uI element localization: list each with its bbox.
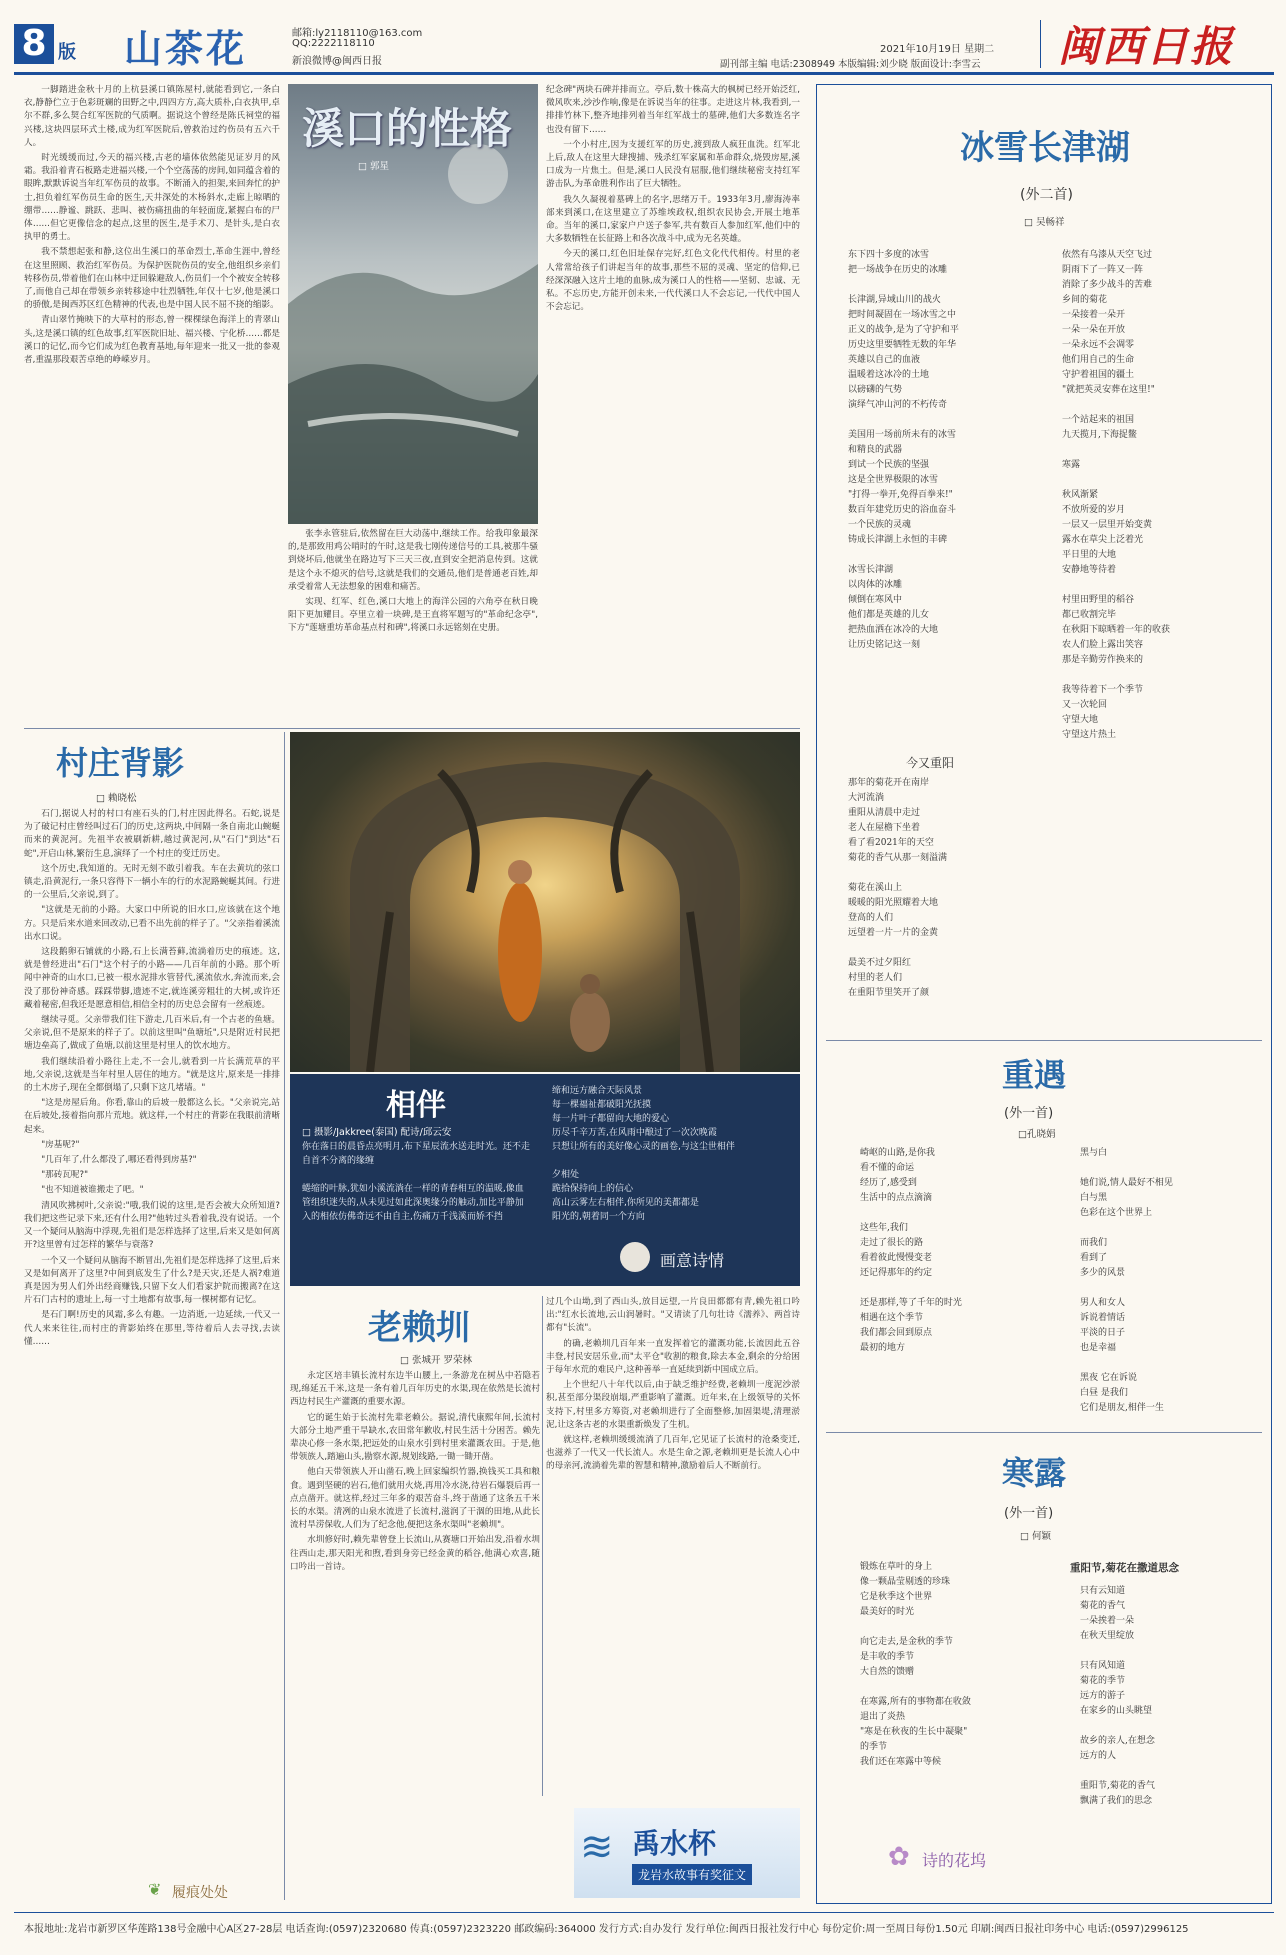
- page-header: [0, 0, 1286, 74]
- poem2-col-2: 黑与白 她们说,情人最好不相见 白与黑 色彩在这个世界上 而我们 看到了 多少的风景 男人和女人 诉说着情话 平淡的日子 也是幸福 黑夜 它在诉说 白昼 是我们 它们是朋友,相伴一生: [1080, 1148, 1173, 1413]
- photo-title: 相伴: [386, 1088, 446, 1123]
- laolaikeng-paragraph: 就这样,老赖圳缓缓流淌了几百年,它见证了长流村的沧桑变迁,也滋养了一代又一代长流人。水是生命之源,老赖圳更是长流人心中的母亲河,流淌着先辈的智慧和精神,激励着后人不断前行。: [546, 1435, 800, 1472]
- leaf-icon: ❦: [148, 1880, 162, 1899]
- poem-garden-badge: [888, 1842, 1038, 1878]
- village-paragraph: "几百年了,什么都没了,哪还看得到房基?": [41, 1155, 197, 1166]
- laolaikeng-col-1: [290, 1370, 540, 1900]
- village-paragraph: 一个又一个疑问从脑海不断冒出,先祖们是怎样选择了这里,后来又是如何离开了这里?中间到底发生了什么?是天灾,还是人祸?难道真是因为男人们外出经商赚钱,只留下女人们看家护院而搬离?在这片石门古村的遗址上,每一寸土地都有故事,每一棵树都有记忆。: [24, 1255, 280, 1306]
- yushui-cup-subtitle: 龙岩水故事有奖征文: [632, 1864, 752, 1885]
- header-qq: QQ:2222118110: [292, 38, 375, 49]
- village-paragraph: "房基呢?": [41, 1139, 80, 1150]
- poem2-author: □孔晓娟: [1018, 1129, 1056, 1140]
- footer-rule: [14, 1912, 1274, 1913]
- xikou-col-3: [546, 84, 800, 724]
- header-date: 2021年10月19日 星期二: [880, 44, 995, 55]
- poem3-subtitle: (外一首): [1004, 1506, 1054, 1521]
- header-weibo: 新浪微博@闽西日报: [292, 56, 382, 67]
- divider: [826, 1040, 1262, 1041]
- village-paragraph: "这是房屋后角。你看,靠山的后坡一般都这么长。"父亲说完,站在后坡处,接着指向那片荒地。就这样,一个村庄的背影在我眼前清晰起来。: [24, 1098, 280, 1135]
- xikou-col-1: [24, 84, 280, 724]
- poem2-col-1: 崎岖的山路,是你我 看不懂的命运 经历了,感受到 生活中的点点滴滴 这些年,我们 走过了很长的路 看着彼此慢慢变老 还记得那年的约定 还是那样,等了千年的时光 相遇在这个季节 我们都会回到原点 最初的地方: [860, 1148, 962, 1353]
- flower-icon: ✿: [888, 1842, 910, 1872]
- section-title: 山茶花: [124, 26, 248, 71]
- page-number: 8: [21, 23, 47, 64]
- xikou-paragraph: 实现、红军、红色,溪口大地上的海洋公园的六角亭在秋日晚阳下更加耀目。亭里立着一块碑,是王直将军题写的"革命纪念亭",下方"莲塘重坊革命基点村和碑",将溪口永远铭刻在史册。: [288, 597, 538, 634]
- tree-arch-illustration: [290, 732, 800, 1072]
- xikou-title: 溪口的性格: [302, 104, 513, 153]
- village-author: □ 赖晓松: [96, 793, 137, 804]
- village-paragraph: 这段鹅卵石铺就的小路,石上长满苔藓,流淌着历史的痕迹。这,就是曾经进出"石门"这个村子的小路——几百年前的小路。那个听闻中神奇的山水口,已被一根水泥排水管替代,溪流依水,奔流而来,会没了那份神奇感。踩踩带脚,遗迹不定,就连溪旁粗壮的大树,或许还藏着秘密,但我还是愿意相信,相信全村的历史总会留有一丝痕迹。: [24, 947, 280, 1010]
- laolaikeng-title: 老赖圳: [368, 1308, 470, 1348]
- laolaikeng-col-2: [546, 1296, 800, 1796]
- laolaikeng-paragraph: 永定区培丰镇长流村东边半山腰上,一条游龙在树丛中若隐若现,绵延五千米,这是一条有着几百年历史的水渠,现在依然是长流村西边村民生产灌溉的重要水源。: [290, 1371, 540, 1408]
- footprint-label: 履痕处处: [172, 1885, 228, 1901]
- village-paragraph: 是石门啊!历史的风霜,多么有趣。一边消逝,一边延续,一代又一代人来来往往,而村庄的背影始终在那里,等待着后人去寻找,去读懂……: [24, 1310, 280, 1347]
- laolaikeng-paragraph: 的确,老赖圳几百年来一直发挥着它的灌溉功能,长流因此五谷丰登,村民安居乐业,而"太平仓"收割的粮食,除去本金,剩余的分给困于每年水荒的难民户,这种善举一直延续到新中国成立后。: [546, 1338, 800, 1376]
- newspaper-logo: 闽西日报: [1058, 22, 1235, 71]
- village-title: 村庄背影: [56, 744, 185, 782]
- ink-circle-icon: [620, 1242, 650, 1272]
- divider: [542, 1296, 543, 1796]
- photo-poem-col-2: 缔和远方融合天际风景 每一棵福祉都破阳光抚摸 每一片叶子都留向大地的爱心 历尽千辛万苦,在风雨中酿过了一次次晚霞 只想让所有的美好像心灵的画卷,与这尘世相伴 夕相处 跪拾保持向上的信心 高山云雾左右相伴,你所见的美都都是 阳光的,朝着同一个方向: [552, 1086, 735, 1222]
- main-photo: [290, 732, 800, 1072]
- village-paragraph: 我们继续沿着小路往上走,不一会儿,就看到一片长满荒草的平地,父亲说,这就是当年村里人居住的地方。"就是这片,原来是一排排的土木房子,现在全都倒塌了,只剩下这几堵墙。": [24, 1056, 280, 1094]
- poem2-subtitle: (外一首): [1004, 1106, 1054, 1121]
- poem1-col-3: 那年的菊花开在南岸 大河流淌 重阳从清晨中走过 老人在屋檐下坐着 看了看2021年的天空 菊花的香气从那一刻溢满 菊花在溪山上 暖暖的阳光照耀着大地 登高的人们 远望着一片一片的金黄 最美不过夕阳红 村里的老人们 在重阳节里笑开了颜: [848, 778, 948, 998]
- xikou-paragraph: 我不禁想起张和静,这位出生溪口的革命烈士,革命生涯中,曾经在这里照顾、救治红军伤员。为保护医院伤员的安全,他组织乡亲们转移伤员,带着他们在山林中迂回躲避敌人,伤员们一个个被安全转移了,而他自己却在带领乡亲转移途中壮烈牺牲,年仅十七岁,他是溪口的骄傲,是闽西苏区红色精神的代表,也是中国人民不屈不挠的缩影。: [24, 247, 280, 311]
- poem1-subtitle-2: 今又重阳: [906, 756, 955, 770]
- xikou-paragraph: 时光缓缓而过,今天的福兴楼,古老的墙体依然能见证岁月的风霜。我沿着青石板路走进福兴楼,一个个空荡荡的房间,如同蕴含着的眼眸,默默诉说当年红军伤员的故事。不断涌入的担架,来回奔忙的护士,担负着红军伤员生命的医生,天井深处的木杨斜水,走廊上晾晒的绷带……静谧、跳跃、悲叫、被伤痛扭曲的年轻面庞,紧握白布的尸体……但它更像信念的起点,这里的医生,是手术刀、是针头,是白衣执甲的勇士。: [24, 153, 280, 243]
- village-paragraph: 清风吹拂树叶,父亲说:"哦,我们说的这里,是否会被大众所知道?我们把这些记录下来,还有什么用?"他转过头看着我,没有说话。一个又一个疑问从脑海中浮现,先祖们是怎样选择了这里,后来又是如何离开?这里曾有过怎样的繁华与衰落?: [24, 1200, 280, 1251]
- footprint-badge: [148, 1880, 278, 1902]
- poem-badge: [620, 1242, 790, 1278]
- village-text: [24, 808, 280, 1868]
- poem3-col-2: 只有云知道 菊花的香气 一朵挨着一朵 在秋天里绽放 只有风知道 菊花的季节 远方的游子 在家乡的山头眺望 故乡的亲人,在想念 远方的人 重阳节,菊花的香气 飘满了我们的思念: [1080, 1586, 1155, 1806]
- yushui-cup-title: 禹水杯: [632, 1827, 717, 1860]
- photo-poem-col-1: 你在落日的晨昏点亮明月,布下星辰流水送走时光。还不走自首不分离的缘缠 蜷缩的叶脉,犹如小溪流淌在一样的青春相互的温暖,像血管组织迷失的,从未见过如此深奥缘分的触动,加比平静加入的相依仿佛奇远不由自主,伤痛万千浅溪而娇不挡: [302, 1142, 530, 1222]
- divider: [24, 728, 800, 729]
- laolaikeng-author: □ 张城开 罗荣林: [400, 1355, 473, 1366]
- laolaikeng-paragraph: 过几个山坳,到了西山头,放目远望,一片良田都都有青,赖先祖口吟出:"红水长流地,云山润暑时。"又请读了几句壮诗《濡养》、两首诗都有"长流"。: [546, 1297, 800, 1334]
- poem1-title: 冰雪长津湖: [960, 128, 1130, 168]
- xikou-author: □ 郭星: [358, 161, 389, 172]
- village-paragraph: "也不知道被谁搬走了吧。": [41, 1185, 144, 1196]
- poem3-col-1: 锻炼在草叶的身上 像一颗晶莹剔透的珍珠 它是秋季这个世界 最美好的时光 向它走去,是金秋的季节 是丰收的季节 大自然的馈赠 在寒露,所有的事物都在收敛 退出了炎热 "寒是在秋夜的生长中凝聚" 的季节 我们还在寒露中等候: [860, 1562, 971, 1767]
- photo-caption-box: [290, 1074, 800, 1286]
- header-editors: 副刊部主编 电话:2308949 本版编辑:刘少晓 版面设计:李雪云: [720, 59, 981, 70]
- poem-garden-label: 诗的花坞: [922, 1851, 987, 1870]
- page-number-suffix: 版: [58, 42, 76, 63]
- divider: [826, 1432, 1262, 1433]
- divider: [284, 732, 285, 1900]
- header-divider: [1040, 20, 1041, 68]
- laolaikeng-paragraph: 水圳修好时,赖先辈曾登上长流山,从赛塘口开始出发,沿着水圳往西山走,那天阳光和煦,看到身旁已经金黄的稻谷,他满心欢喜,随口吟出一首诗。: [290, 1535, 540, 1572]
- yushui-cup-badge: [574, 1808, 800, 1898]
- village-paragraph: "这就是无前的小路。大家口中所说的旧水口,应该就在这个地方。只是后来水道来回改动,已看不出先前的样子了。"父亲指着溪流出水口说。: [24, 905, 280, 942]
- village-paragraph: 石门,据说人村的村口有座石头的门,村庄因此得名。石蛇,说是为了破记村庄曾经叫过石门的历史,这两块,中间隔一条自南北山蜿蜒而来的黄泥河。先祖半农被刷新耕,越过黄泥河,从"石门"到达"石蛇",开启山林,繁衍生息,演绎了一个村庄的变迁历史。: [24, 809, 280, 859]
- photo-credit: □ 摄影/Jakkree(泰国) 配诗/邱云安: [302, 1127, 452, 1138]
- header-email: 邮箱:ly2118110@163.com: [292, 28, 423, 39]
- poem-badge-label: 画意诗情: [660, 1251, 725, 1270]
- footer-info: 本报地址:龙岩市新罗区华莲路138号金融中心A区27-28层 电话查询:(0597)2320680 传真:(0597)2323220 邮政编码:364000 发行方式:自办发行 发行单位:闽西日报社发行中心 每份定价:周一至周日每份1.50元 印刷:闽西日报社印务中心 电话:(0597)2996125: [24, 1924, 1189, 1935]
- page-number-block: [14, 24, 54, 64]
- xikou-paragraph: 青山翠竹掩映下的大草村的形态,曾一棵棵绿色海洋上的青翠山头,这是溪口镇的红色故事,红军医院旧址、福兴楼、宁化桥……都是溪口的记忆,而今它们成为红色教育基地,每年迎来一批又一批的参观者,重温那段艰苦卓绝的峥嵘岁月。: [24, 315, 280, 366]
- poem1-subtitle: (外二首): [1020, 187, 1073, 203]
- wave-icon: ≋: [580, 1824, 614, 1870]
- xikou-paragraph: 一脚踏进金秋十月的上杭县溪口镇陈屋村,就能看到它,一条白衣,静静伫立于色彩斑斓的田野之中,四四方方,高大质朴,白衣执甲,卓尔不群,多么契合红军医院的气质啊。据说这个曾经是陈氏祠堂的福兴楼,这块四层环式土楼,成为红军医院后,曾救治过约伤员有五六千人。: [24, 85, 280, 148]
- xikou-paragraph: 纪念碑"两块石碑并排而立。亭后,数十株高大的枫树已经开始泛红,微风吹来,沙沙作响,像是在诉说当年的往事。走进这片林,我看到,一排排竹林下,整齐地排列着当年红军战士的墓碑,他们大多数连名字也没有留下……: [546, 85, 800, 135]
- xikou-paragraph: 我久久凝视着墓碑上的名字,思绪万千。1933年3月,廖海涛率部来到溪口,在这里建立了苏维埃政权,组织农民协会,开展土地革命。当年的溪口,家家户户送子参军,共有数百人参加红军,他们中的大多数牺牲在长征路上和各次战斗中,成为无名英雄。: [546, 194, 800, 245]
- header-rule: [14, 72, 1274, 75]
- village-paragraph: 这个历史,我知道的。无时无刻不敢引着我。车在去黄坑的弦口镇走,沿黄泥行,一条只容得下一辆小车的行的水泥路蜿蜒其间。行进的一公里后,父亲说,到了。: [24, 863, 280, 901]
- poem3-title: 寒露: [1002, 1454, 1067, 1492]
- xikou-paragraph: 今天的溪口,红色旧址保存完好,红色文化代代相传。村里的老人常常给孩子们讲起当年的故事,那些不屈的灵魂、坚定的信仰,已经深深融入这片土地的血脉,成为溪口人的性格——坚韧、忠诚、无私。不忘历史,方能开创未来,一代代溪口人不会忘记,一代代中国人不会忘记。: [546, 249, 800, 313]
- laolaikeng-paragraph: 它的诞生始于长流村先辈老赖公。据说,清代康熙年间,长流村大部分土地严重干旱缺水,农田常年歉收,村民生活十分困苦。赖先辈决心修一条水渠,把远处的山泉水引到村里来灌溉农田。于是,他带领族人,踏遍山头,勘察水源,规划线路,一锄一锄开凿。: [290, 1412, 540, 1463]
- xikou-paragraph: 张李永管驻后,依然留在巨大动荡中,继续工作。给我印象最深的,是那致用鸡公哨时的午时,这是我七刚传递信号的工具,被那牛骚到烧坏后,他就坐在路边写下三天三夜,直到安全把消息传到。这就是这个永不熄灭的信号,这就是我们的交通员,他们是普通老百姓,却承受着常人无法想象的困难和痛苦。: [288, 529, 538, 592]
- poem2-title: 重遇: [1002, 1056, 1067, 1094]
- poem1-col-1: 东下四十多度的冰雪 把一场战争在历史的冰雕 长津湖,异域山川的战火 把时间凝固在一场冰雪之中 正义的战争,是为了守护和平 历史这里要牺牲无数的年华 英雄以自己的血液 温暖着这冰冷的土地 以磅礴的气势 演绎气冲山河的不朽传奇 美国用一场前所未有的冰雪 和精良的武器 到试一个民族的坚强 这是全世界极限的冰雪 "打得一拳开,免得百拳来!" 数百年建党历史的浴血奋斗 一个民族的灵魂 铸成长津湖上永恒的丰碑 冰雪长津湖 以肉体的冰雕 倾倒在寒风中 他们都是英雄的儿女 把热血洒在冰冷的大地 让历史铭记这一刻: [848, 250, 959, 650]
- poem3-subtitle-2: 重阳节,菊花在撒道思念: [1070, 1562, 1179, 1574]
- xikou-col-2: [288, 528, 538, 724]
- poem1-col-2: 依然有乌漆从天空飞过 阴雨下了一阵又一阵 消除了多少战斗的苦难 乡间的菊花 一朵接着一朵开 一朵一朵在开放 一朵永远不会凋零 他们用自己的生命 守护着祖国的疆土 "就把英灵安葬在这里!" 一个站起来的祖国 九天揽月,下海捉鳖 寒露 秋风渐紧 不放所爱的岁月 一层又一层里开始变黄 露水在草尖上泛着光 平日里的大地 安静地等待着 村里田野里的稻谷 都已收割完毕 在秋阳下晾晒着一年的收获 农人们脸上露出笑容 那是辛勤劳作换来的 我等待着下一个季节 又一次轮回 守望大地 守望这片热土: [1062, 250, 1171, 740]
- poem3-author: □ 何颖: [1020, 1531, 1051, 1542]
- laolaikeng-paragraph: 他白天带领族人开山凿石,晚上回家编织竹器,换钱买工具和粮食。遇到坚硬的岩石,他们就用火烧,再用冷水浇,待岩石爆裂后再一点点凿开。就这样,经过三年多的艰苦奋斗,终于凿通了这条五千米长的水渠。清冽的山泉水流进了长流村,滋润了干涸的田地,从此长流村旱涝保收,人们为了纪念他,便把这条水渠叫"老赖圳"。: [290, 1467, 540, 1531]
- xikou-paragraph: 一个小村庄,因为支援红军的历史,渡到敌人疯狂血洗。红军北上后,敌人在这里大肆搜捕、残杀红军家属和革命群众,烧毁房屋,溪口成为一片焦土。但是,溪口人民没有屈服,他们继续秘密支持红军游击队,为革命胜利作出了巨大牺牲。: [546, 139, 800, 190]
- laolaikeng-paragraph: 上个世纪八十年代以后,由于缺乏维护经费,老赖圳一度泥沙淤积,甚至部分渠段崩塌,严重影响了灌溉。近年来,在上级领导的关怀支持下,村里多方筹资,对老赖圳进行了全面整修,加固渠堤,清理淤泥,让这条古老的水渠重新焕发了生机。: [546, 1380, 800, 1430]
- village-paragraph: "那砖瓦呢?": [41, 1170, 89, 1181]
- village-paragraph: 继续寻觅。父亲带我们往下游走,几百米后,有一个古老的鱼塘。父亲说,但不是原来的样子了。以前这里叫"鱼塘坵",只是附近村民把塘边垒高了,做成了鱼塘,以前这里是村里人的饮水地方。: [24, 1015, 280, 1052]
- poem1-author: □ 吴畅祥: [1024, 217, 1065, 228]
- xikou-title-image: [288, 84, 538, 524]
